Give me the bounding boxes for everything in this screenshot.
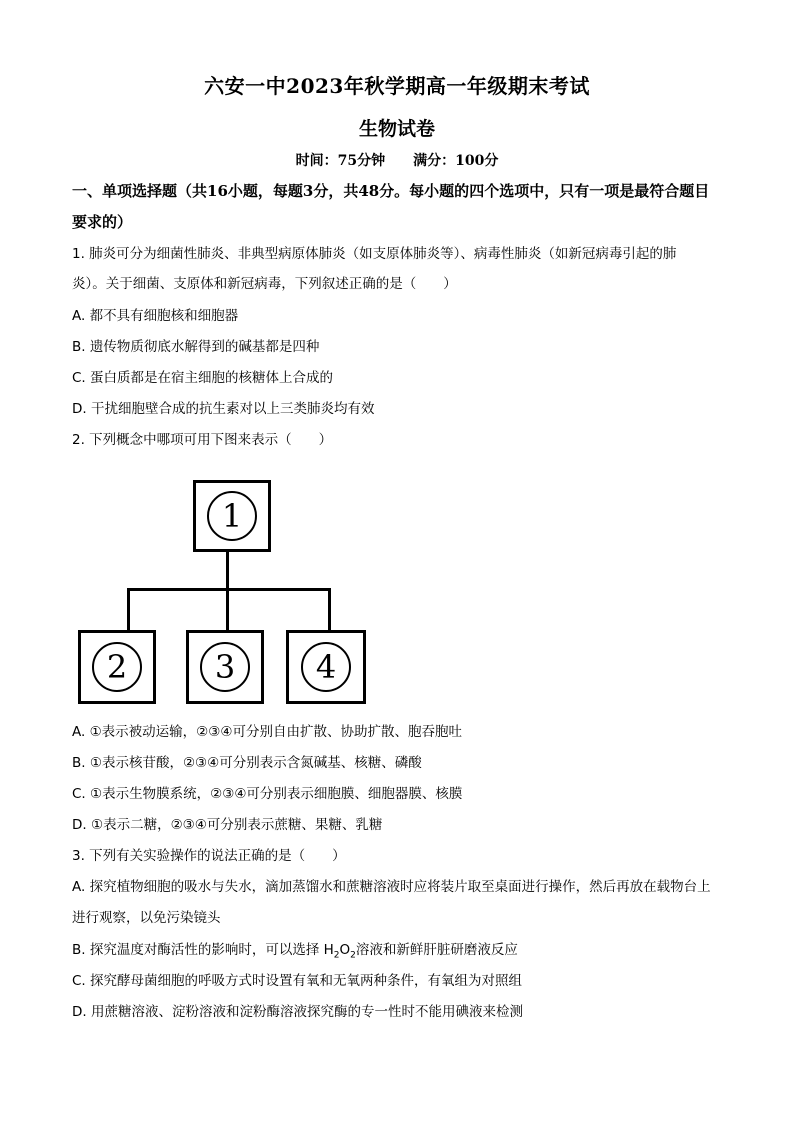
q3-option-b-text-post: 溶液和新鲜肝脏研磨液反应 xyxy=(355,942,518,958)
diagram-label-left: 2 xyxy=(92,642,142,692)
q1-option-c: C. 蛋白质都是在宿主细胞的核糖体上合成的 xyxy=(72,370,334,386)
q1-stem-line2: 炎）。关于细菌、支原体和新冠病毒，下列叙述正确的是（ ） xyxy=(72,276,457,292)
diagram-box-top xyxy=(193,480,271,552)
q2-option-d: D. ①表示二糖，②③④可分别表示蔗糖、果糖、乳糖 xyxy=(72,817,383,833)
diagram-drop-middle xyxy=(226,588,229,631)
q2-stem: 2. 下列概念中哪项可用下图来表示（ ） xyxy=(72,432,333,448)
q3-option-b-sub2: 2 xyxy=(350,950,356,961)
q1-option-a: A. 都不具有细胞核和细胞器 xyxy=(72,308,239,324)
diagram-bar-line xyxy=(127,588,331,591)
q2-option-a: A. ①表示被动运输，②③④可分别自由扩散、协助扩散、胞吞胞吐 xyxy=(72,724,462,740)
exam-title: 六安一中2023年秋学期高一年级期末考试 xyxy=(204,74,590,98)
subject-title: 生物试卷 xyxy=(358,118,435,140)
q1-option-b: B. 遗传物质彻底水解得到的碱基都是四种 xyxy=(72,339,320,355)
q3-stem: 3. 下列有关实验操作的说法正确的是（ ） xyxy=(72,848,346,864)
q1-stem-line1: 1. 肺炎可分为细菌性肺炎、非典型病原体肺炎（如支原体肺炎等）、病毒性肺炎（如新冠病毒引起的肺 xyxy=(72,246,677,262)
q3-option-b-text-mid: O xyxy=(339,942,351,958)
diagram-label-middle: 3 xyxy=(200,642,250,692)
q3-option-b-text-pre: B. 探究温度对酶活性的影响时，可以选择 H xyxy=(72,942,334,958)
section-heading: 一、单项选择题（共16小题，每题3分，共48分。每小题的四个选项中，只有一项是最符合题目要求的） xyxy=(72,182,710,231)
q3-option-b xyxy=(72,940,732,960)
q2-option-c: C. ①表示生物膜系统，②③④可分别表示细胞膜、细胞器膜、核膜 xyxy=(72,786,463,802)
q3-option-c: C. 探究酵母菌细胞的呼吸方式时设置有氧和无氧两种条件，有氧组为对照组 xyxy=(72,973,523,989)
exam-info: 时间：75分钟 满分：100分 xyxy=(295,153,499,169)
q3-option-a: A. 探究植物细胞的吸水与失水，滴加蒸馏水和蔗糖溶液时应将装片取至桌面进行操作，然后再放在载物台上进行观察，以免污染镜头 xyxy=(72,879,711,926)
q1-option-d: D. 干扰细胞壁合成的抗生素对以上三类肺炎均有效 xyxy=(72,401,375,417)
diagram-label-top: 1 xyxy=(207,491,257,541)
concept-diagram xyxy=(78,480,370,704)
diagram-box-middle xyxy=(186,630,264,704)
diagram-box-left xyxy=(78,630,156,704)
diagram-drop-left xyxy=(127,588,130,631)
diagram-label-right: 4 xyxy=(301,642,351,692)
diagram-box-right xyxy=(286,630,366,704)
diagram-stem-line xyxy=(226,552,229,590)
q3-option-d: D. 用蔗糖溶液、淀粉溶液和淀粉酶溶液探究酶的专一性时不能用碘液来检测 xyxy=(72,1004,523,1020)
diagram-drop-right xyxy=(328,588,331,631)
q3-option-b-sub1: 2 xyxy=(333,950,340,961)
q2-option-b: B. ①表示核苷酸，②③④可分别表示含氮碱基、核糖、磷酸 xyxy=(72,755,422,771)
